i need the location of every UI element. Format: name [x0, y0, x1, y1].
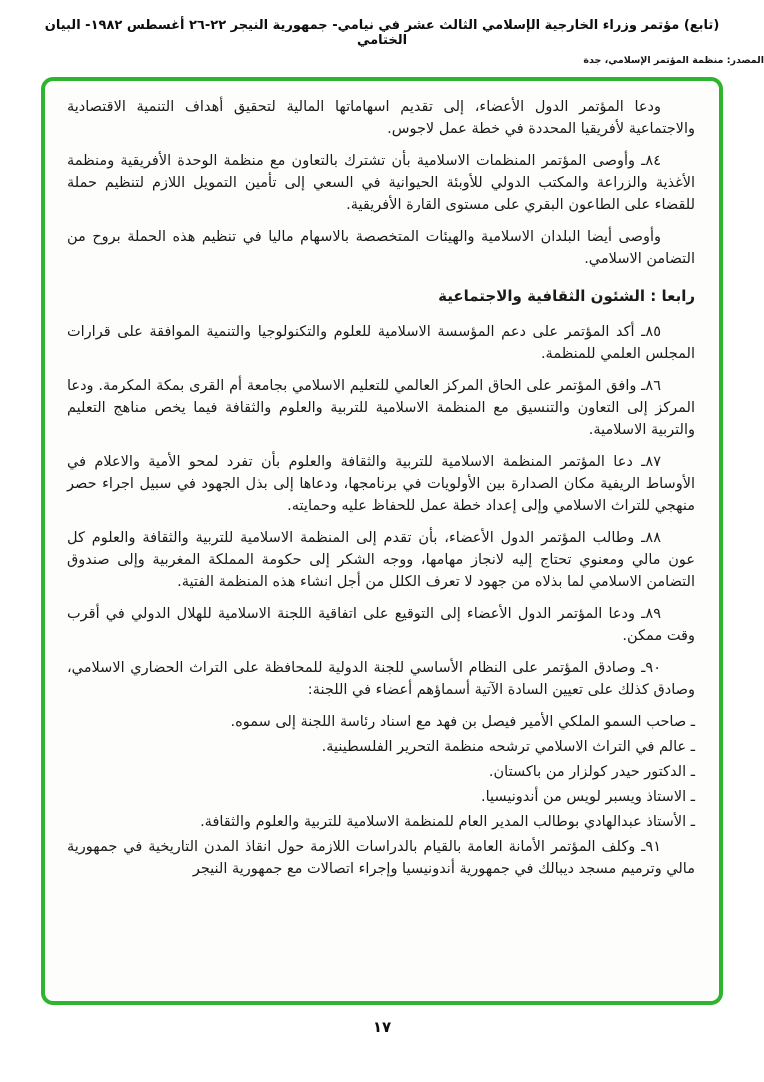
scanned-document-frame — [41, 77, 723, 1005]
paragraph: ٨٧ـ دعا المؤتمر المنظمة الاسلامية للتربية والثقافة والعلوم بأن تفرد لمحو الأمية والاعلام في الأوساط الريفية مكان الصدارة بين الأولويات في برنامجها، ودعاها إلى بذل الجهود في سبيل اجراء حصر منهجي للتراث الاسلامي وإلى إعداد خطة عمل للحفاظ عليه وحمايته. — [67, 454, 695, 514]
paragraph: ـ الاستاذ ويسبر لويس من أندونيسيا. — [480, 789, 695, 805]
paragraph: ٨٩ـ ودعا المؤتمر الدول الأعضاء إلى التوقيع على اتفاقية اللجنة الاسلامية للهلال الدولي في أقرب وقت ممكن. — [67, 606, 695, 644]
page-number: ١٧ — [372, 1018, 392, 1036]
paragraph: ٩١ـ وكلف المؤتمر الأمانة العامة بالقيام بالدراسات اللازمة حول انقاذ المدن التاريخية في جمهورية مالي وترميم مسجد ديبالك في جمهورية أندونيسيا وإجراء اتصالات مع جمهورية النيجر — [67, 839, 695, 877]
paragraph: ٨٦ـ وافق المؤتمر على الحاق المركز العالمي للتعليم الاسلامي بجامعة أم القرى بمكة المكرمة. ودعا المركز إلى التعاون والتنسيق مع المنظمة الاسلامية للتربية والعلوم والثقافة فيما يخص مناهج التعليم والتربية الاسلامية. — [67, 378, 695, 438]
paragraph: ٨٨ـ وطالب المؤتمر الدول الأعضاء، بأن تقدم إلى المنظمة الاسلامية للتربية والثقافة والعلوم كل عون مالي ومعنوي تحتاج إليه لانجاز مهامها، ووجه الشكر إلى حكومة المملكة المغربية وإلى صندوق التضامن الاسلامي لما بذلاه من جهود لا تعرف الكلل من أجل انشاء هذه المنظمة الفتية. — [67, 530, 695, 590]
page-footer — [0, 1017, 764, 1036]
document-body — [67, 96, 695, 880]
paragraph: ٨٥ـ أكد المؤتمر على دعم المؤسسة الاسلامية للعلوم والتكنولوجيا والتنمية الموافقة على قرارات المجلس العلمي للمنظمة. — [67, 324, 695, 362]
paragraph: ـ عالم في التراث الاسلامي ترشحه منظمة التحرير الفلسطينية. — [321, 739, 695, 755]
source-line: المصدر: منظمة المؤتمر الإسلامي، جدة — [583, 55, 764, 66]
paragraph: ودعا المؤتمر الدول الأعضاء، إلى تقديم اسهاماتها المالية لتحقيق أهداف التنمية الاقتصادية والاجتماعية لأفريقيا المحددة في خطة عمل لاجوس. — [67, 99, 695, 137]
paragraph: وأوصى أيضا البلدان الاسلامية والهيئات المتخصصة بالاسهام ماليا في تنظيم هذه الحملة بروح من التضامن الاسلامي. — [67, 229, 695, 267]
page-header — [0, 0, 764, 66]
document-title: (تابع) مؤتمر وزراء الخارجية الإسلامي الثالث عشر في نيامي- جمهورية النيجر ٢٢-٢٦ أغسطس ١٩٨٢- البيان الختامي — [44, 18, 720, 48]
paragraph: ـ الدكتور حيدر كولزار من باكستان. — [488, 764, 695, 780]
paragraph: ـ الأستاذ عبدالهادي بوطالب المدير العام للمنظمة الاسلامية للتربية والعلوم والثقافة. — [200, 814, 695, 830]
paragraph: رابعا : الشئون الثقافية والاجتماعية — [438, 287, 695, 305]
paragraph: ٨٤ـ وأوصى المؤتمر المنظمات الاسلامية بأن تشترك بالتعاون مع منظمة الوحدة الأفريقية ومنظمة الأغذية والزراعة والمكتب الدولي للأوبئة الحيوانية في السعي إلى تأمين التمويل اللازم لتنظيم حملة للقضاء على الطاعون البقري على مستوى القارة الأفريقية. — [67, 153, 695, 213]
paragraph: ـ صاحب السمو الملكي الأمير فيصل بن فهد مع اسناد رئاسة اللجنة إلى سموه. — [230, 714, 695, 730]
paragraph: ٩٠ـ وصادق المؤتمر على النظام الأساسي للجنة الدولية للمحافظة على التراث الحضاري الاسلامي، وصادق كذلك على تعيين السادة الآتية أسماؤهم أعضاء في اللجنة: — [67, 660, 695, 698]
